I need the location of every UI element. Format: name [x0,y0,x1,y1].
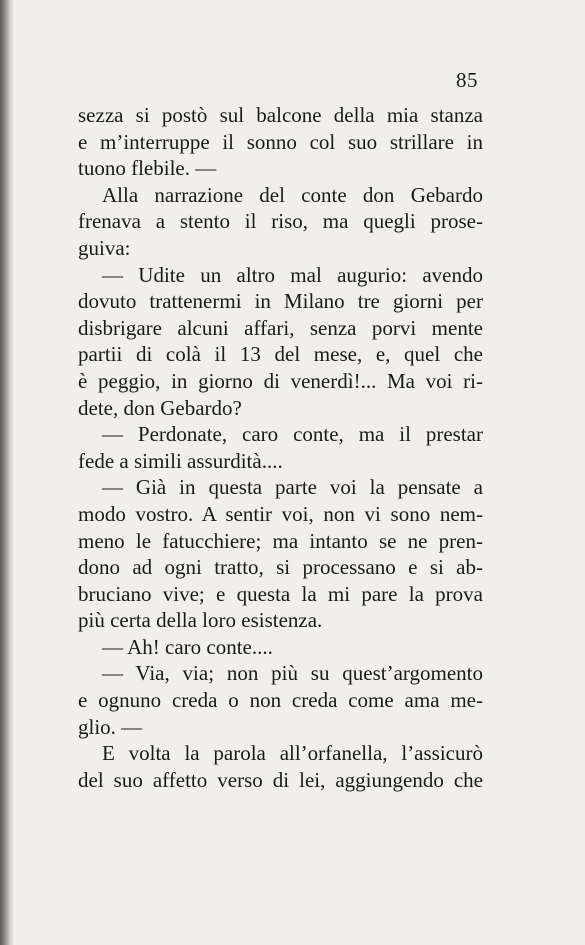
text-line: — Via, via; non più su quest’argomento [102,661,483,686]
text-line: disbrigare alcuni affari, senza porvi mente [78,315,483,340]
text-line: meno le fatucchiere; ma intanto se ne pren- [78,528,483,553]
text-line: e ognuno creda o non creda come ama me- [78,688,483,713]
text-line: dovuto trattenermi in Milano tre giorni per [78,289,483,314]
text-line: è peggio, in giorno di venerdì!... Ma voi ri- [78,368,483,393]
text-line: bruciano vive; e questa la mi pare la prova [78,581,483,606]
text-line: modo vostro. A sentir voi, non vi sono nem- [78,501,483,526]
text-line: tuono flebile. — [78,156,217,181]
text-line: partii di colà il 13 del mese, e, quel che [78,342,483,367]
page-number: 85 [456,68,478,92]
text-line: — Già in questa parte voi la pensate a [102,475,483,500]
text-line: e m’interruppe il sonno col suo strillare in [78,129,483,154]
text-line: dono ad ogni tratto, si processano e si ab- [78,555,483,580]
text-line: guiva: [78,235,131,260]
text-line: — Perdonate, caro conte, ma il prestar [102,422,483,447]
text-line: sezza si postò sul balcone della mia stanza [78,103,483,127]
body-text [78,102,483,793]
text-line: Alla narrazione del conte don Gebardo [102,182,483,207]
text-line: — Udite un altro mal augurio: avendo [102,262,483,287]
text-line: glio. — [78,714,143,739]
text-line: — Ah! caro conte.... [102,634,273,659]
page-binding-edge [0,0,14,945]
text-line: E volta la parola all’orfanella, l’assicurò [102,741,483,766]
text-line: fede a simili assurdità.... [78,448,283,473]
text-line: del suo affetto verso di lei, aggiungendo che [78,767,483,792]
text-line: più certa della loro esistenza. [78,608,323,633]
text-line: frenava a stento il riso, ma quegli prose- [78,209,483,234]
text-line: dete, don Gebardo? [78,395,242,420]
